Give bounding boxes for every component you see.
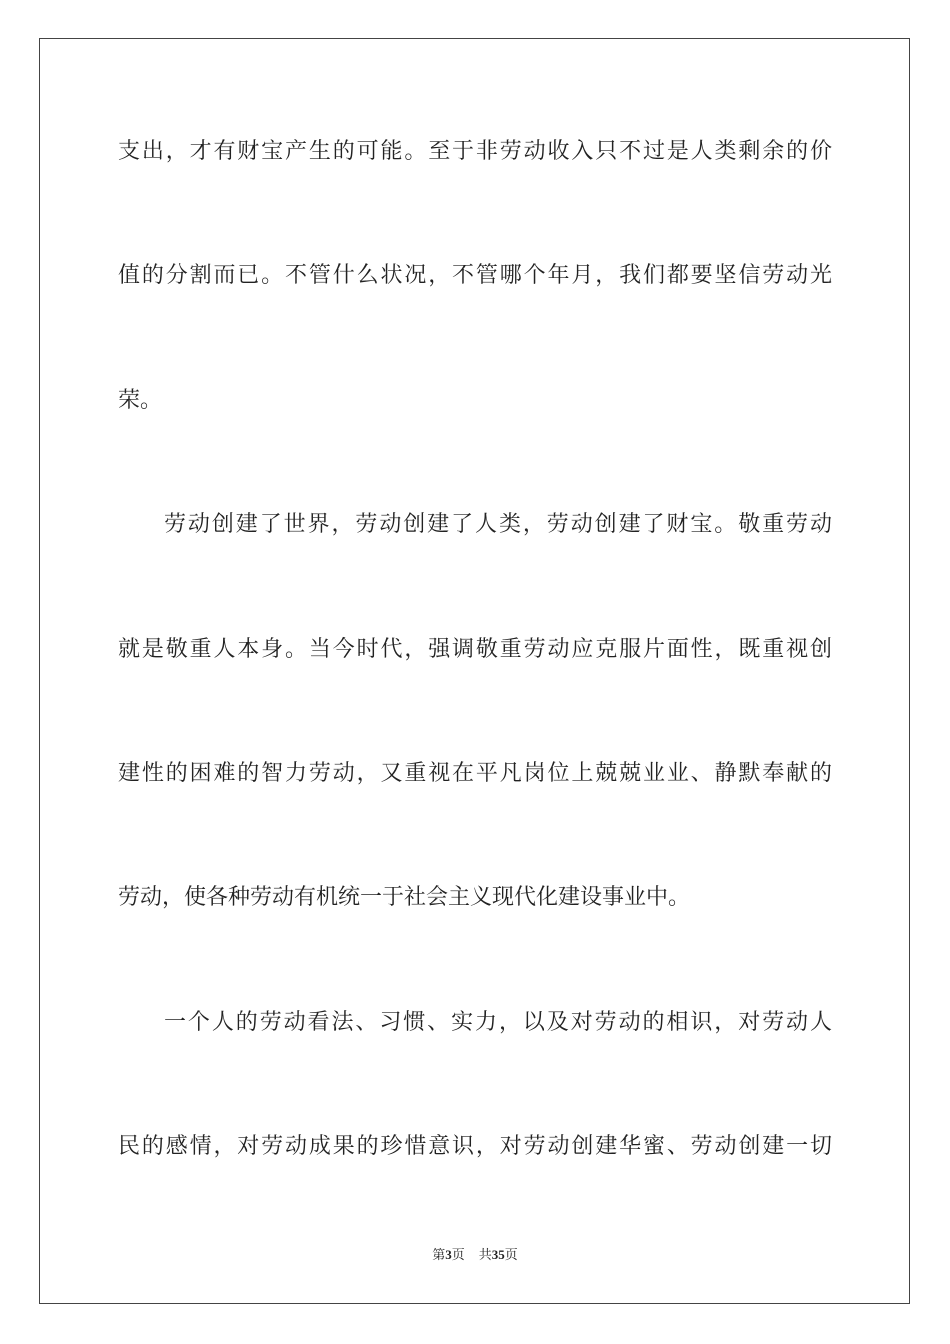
page-border: [39, 38, 910, 1304]
text-line: 劳动，使各种劳动有机统一于社会主义现代化建设事业中。: [118, 885, 691, 910]
text-line: 民的感情，对劳动成果的珍惜意识，对劳动创建华蜜、劳动创建一切: [118, 1134, 832, 1159]
text-line: 建性的困难的智力劳动，又重视在平凡岗位上兢兢业业、静默奉献的: [118, 761, 832, 786]
total-pages: 35: [491, 1247, 505, 1262]
text-line: 支出，才有财宝产生的可能。至于非劳动收入只不过是人类剩余的价: [118, 139, 832, 164]
page-suffix: 页: [451, 1248, 465, 1263]
page-number: 3: [445, 1247, 452, 1262]
total-suffix: 页: [504, 1248, 518, 1263]
page-prefix: 第: [432, 1248, 446, 1263]
text-line: 值的分割而已。不管什么状况，不管哪个年月，我们都要坚信劳动光: [118, 263, 832, 288]
text-line: 就是敬重人本身。当今时代，强调敬重劳动应克服片面性，既重视创: [118, 637, 832, 662]
text-line: 荣。: [118, 388, 163, 413]
paragraph-first-line: 一个人的劳动看法、习惯、实力，以及对劳动的相识，对劳动人: [164, 1010, 832, 1035]
paragraph-first-line: 劳动创建了世界，劳动创建了人类，劳动创建了财宝。敬重劳动: [164, 512, 832, 537]
page-footer: [0, 1246, 950, 1265]
total-prefix: 共: [478, 1248, 492, 1263]
